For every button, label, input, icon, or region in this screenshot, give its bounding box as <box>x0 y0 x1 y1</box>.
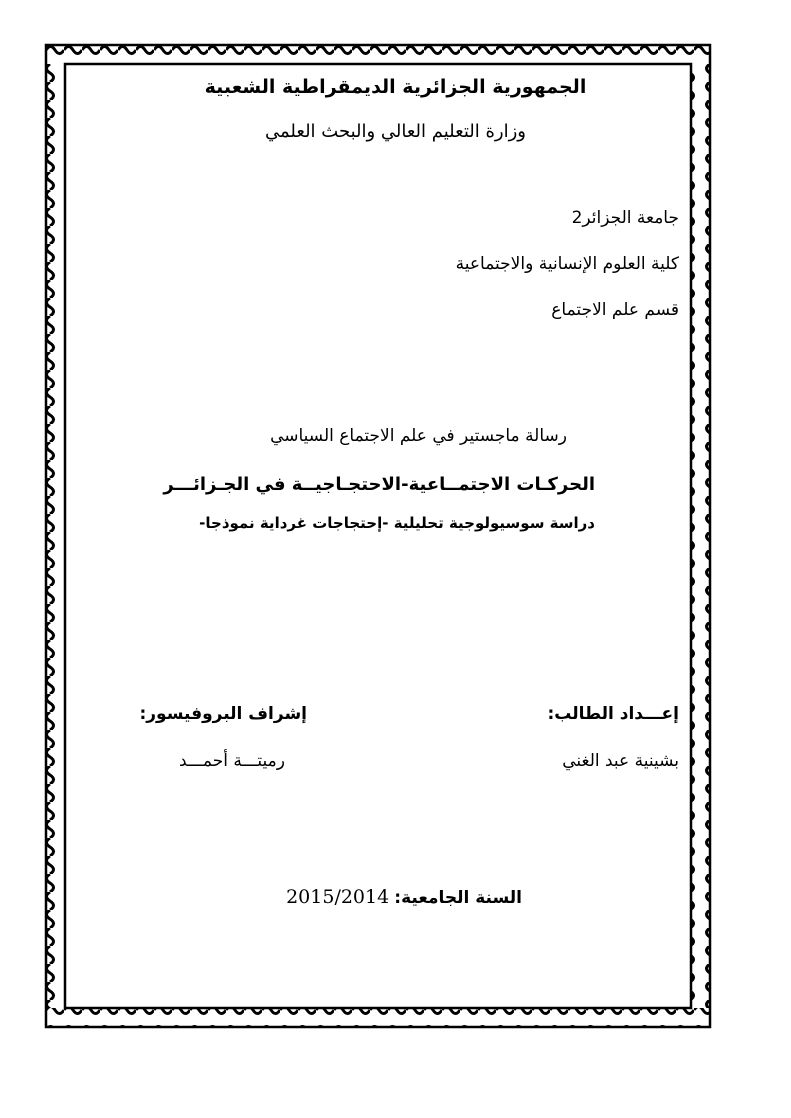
university-name: جامعة الجزائر2 <box>571 208 679 228</box>
thesis-title: الحركـات الاجتمــاعية-الاحتجـاجيــة في الجـزائـــر <box>163 474 595 495</box>
academic-year-value: 2015/2014 <box>286 886 390 908</box>
academic-year-label: السنة الجامعية: <box>394 888 522 908</box>
department-name: قسم علم الاجتماع <box>551 300 679 320</box>
republic-title: الجمهورية الجزائرية الديمقراطية الشعبية <box>204 76 587 98</box>
academic-year-line <box>262 886 522 916</box>
ministry-title: وزارة التعليم العالي والبحث العلمي <box>265 121 526 142</box>
degree-line: رسالة ماجستير في علم الاجتماع السياسي <box>270 426 567 446</box>
student-name: بشينية عبد الغني <box>562 751 679 771</box>
supervisor-label: إشراف البروفيسور: <box>139 704 307 724</box>
supervisor-name: رميتـــة أحمـــد <box>179 751 285 771</box>
faculty-name: كلية العلوم الإنسانية والاجتماعية <box>455 254 679 274</box>
thesis-subtitle: دراسة سوسيولوجية تحليلية -إحتجاجات غرداية نموذجا- <box>199 514 595 532</box>
student-label: إعـــداد الطالب: <box>547 704 679 724</box>
